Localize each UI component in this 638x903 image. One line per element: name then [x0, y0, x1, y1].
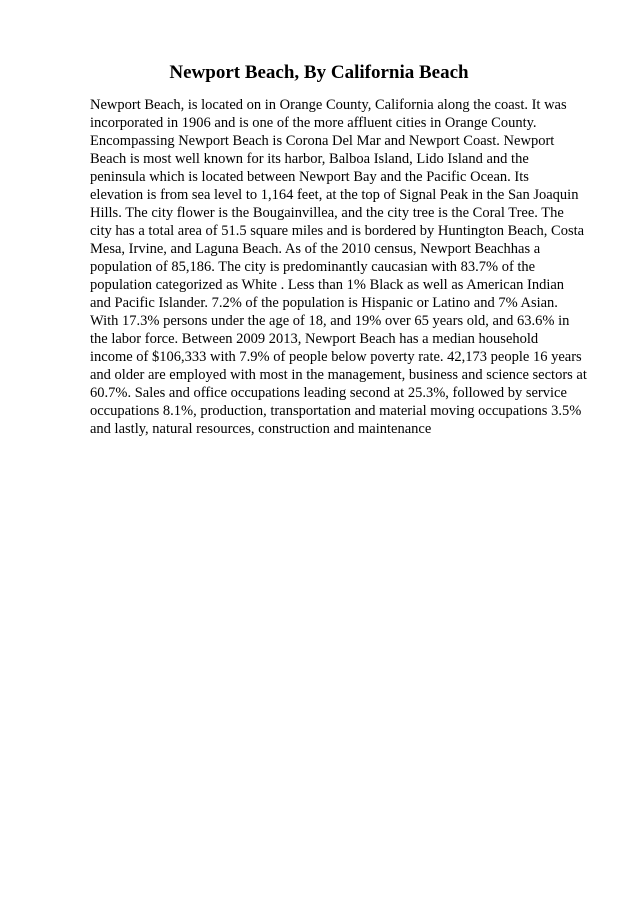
body-line: city has a total area of 51.5 square miles and is bordered by Huntington Beach, Costa [90, 223, 585, 239]
body-line: elevation is from sea level to 1,164 feet, at the top of Signal Peak in the San Joaquin [90, 187, 579, 203]
body-line: population categorized as White . Less than 1% Black as well as American Indian [90, 277, 565, 293]
body-line: occupations 8.1%, production, transportation and material moving occupations 3.5% [90, 403, 582, 419]
body-line: 60.7%. Sales and office occupations leading second at 25.3%, followed by service [90, 385, 567, 401]
body-line: income of $106,333 with 7.9% of people below poverty rate. 42,173 people 16 years [90, 349, 582, 365]
body-line: Beach is most well known for its harbor, Balboa Island, Lido Island and the [90, 151, 529, 167]
body-line: population of 85,186. The city is predominantly caucasian with 83.7% of the [90, 259, 536, 275]
body-line: peninsula which is located between Newport Bay and the Pacific Ocean. Its [90, 169, 529, 185]
body-line: Hills. The city flower is the Bougainvillea, and the city tree is the Coral Tree. The [90, 205, 564, 221]
body-line: Encompassing Newport Beach is Corona Del Mar and Newport Coast. Newport [90, 133, 555, 149]
document-title: Newport Beach, By California Beach [169, 62, 469, 83]
body-line: and Pacific Islander. 7.2% of the population is Hispanic or Latino and 7% Asian. [90, 295, 558, 311]
body-line: Newport Beach, is located on in Orange County, California along the coast. It was [90, 97, 567, 113]
body-line: the labor force. Between 2009 2013, Newport Beach has a median household [90, 331, 539, 347]
body-line: Mesa, Irvine, and Laguna Beach. As of the 2010 census, Newport Beachhas a [90, 241, 541, 257]
body-line: and older are employed with most in the management, business and science sectors at [90, 367, 587, 383]
document-body [90, 96, 592, 438]
body-line: incorporated in 1906 and is one of the more affluent cities in Orange County. [90, 115, 537, 131]
body-line: With 17.3% persons under the age of 18, and 19% over 65 years old, and 63.6% in [90, 313, 570, 329]
body-line: and lastly, natural resources, construction and maintenance [90, 421, 432, 437]
